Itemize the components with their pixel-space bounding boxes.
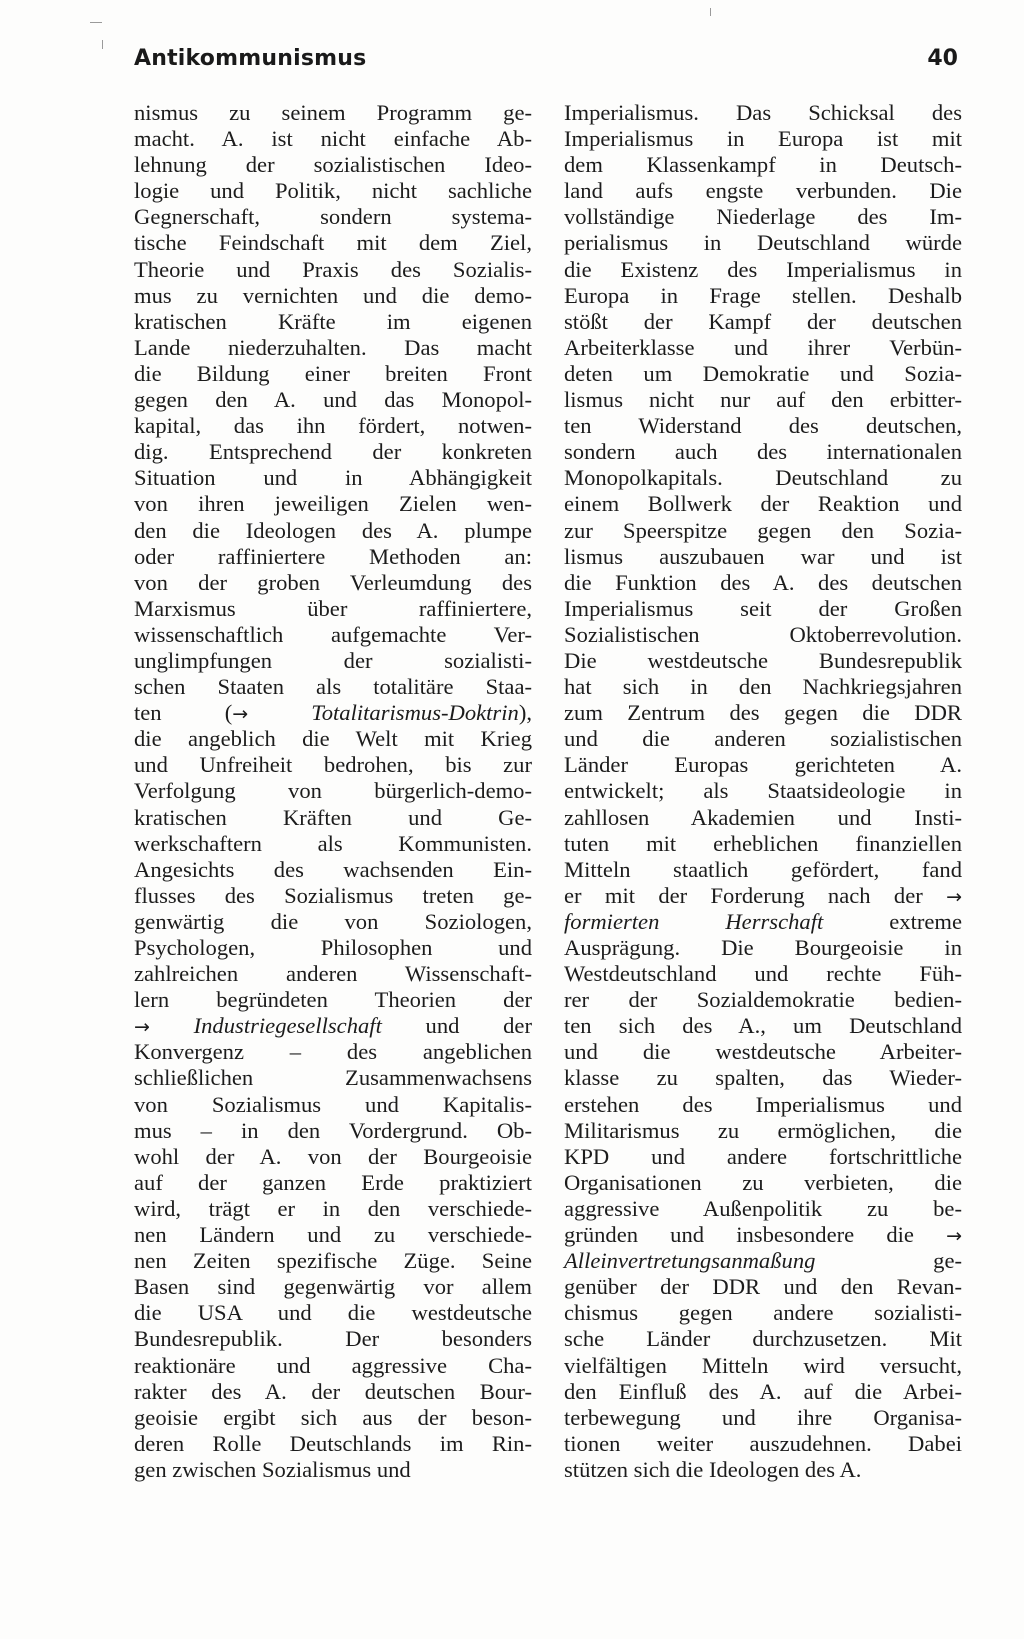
text-line: lismus auszubauen war und ist — [564, 543, 962, 569]
text-line: Imperialismus. Das Schicksal des — [564, 100, 962, 125]
text-line: genwärtig die von Soziologen, — [134, 908, 532, 934]
running-head-title: Antikommunismus — [134, 46, 367, 71]
text-line: Mitteln staatlich gefördert, fand — [564, 856, 962, 882]
cross-reference-term: Industriegesellschaft — [193, 1013, 382, 1039]
text-line: Gegnerschaft, sondern systema- — [134, 204, 532, 230]
text-line: zahllosen Akademien und Insti- — [564, 804, 962, 830]
text-line: unglimpfungen der sozialisti- — [134, 647, 532, 673]
text-line: erstehen des Imperialismus und — [564, 1091, 962, 1117]
text-column-left — [134, 100, 532, 1483]
text-line: genüber der DDR und den Revan- — [564, 1274, 962, 1300]
text-line: klasse zu spalten, das Wieder- — [564, 1065, 962, 1091]
text-line: schließlichen Zusammenwachsens — [134, 1065, 532, 1091]
text-line: perialismus in Deutschland würde — [564, 230, 962, 256]
text-line: ten sich des A., um Deutschland — [564, 1013, 962, 1039]
text-line: → Industriegesellschaft und der — [134, 1013, 532, 1039]
text-line: auf der ganzen Erde praktiziert — [134, 1169, 532, 1195]
text-line: tionen weiter auszudehnen. Dabei — [564, 1430, 962, 1456]
text-line: land aufs engste verbunden. Die — [564, 178, 962, 204]
text-line: Alleinvertretungsanmaßung ge- — [564, 1248, 962, 1274]
scan-speck — [90, 22, 102, 23]
scan-speck — [102, 40, 103, 49]
text-line: von ihren jeweiligen Zielen wen- — [134, 491, 532, 517]
cross-reference-arrow-icon: → — [232, 703, 249, 726]
text-line: von Sozialismus und Kapitalis- — [134, 1091, 532, 1117]
text-column-right — [564, 100, 962, 1483]
text-line: Bundesrepublik. Der besonders — [134, 1326, 532, 1352]
text-line: lern begründeten Theorien der — [134, 987, 532, 1013]
text-line: Situation und in Abhängigkeit — [134, 465, 532, 491]
cross-reference-arrow-icon: → — [134, 1016, 150, 1039]
text-line: den Einfluß des A. auf die Arbei- — [564, 1378, 962, 1404]
text-line: zum Zentrum des gegen die DDR — [564, 700, 962, 726]
text-line: gegen den A. und das Monopol- — [134, 387, 532, 413]
text-line: und Unfreiheit bedrohen, bis zur — [134, 752, 532, 778]
text-line: nen Ländern und zu verschiede- — [134, 1222, 532, 1248]
text-line: die angeblich die Welt mit Krieg — [134, 726, 532, 752]
cross-reference-arrow-icon: → — [946, 885, 962, 908]
text-line: schen Staaten als totalitäre Staa- — [134, 674, 532, 700]
text-line: die Funktion des A. des deutschen — [564, 569, 962, 595]
text-line: ten (→ Totalitarismus-Doktrin), — [134, 700, 532, 726]
text-line: Konvergenz – des angeblichen — [134, 1039, 532, 1065]
text-line: nismus zu seinem Programm ge- — [134, 100, 532, 125]
text-line: sondern auch des internationalen — [564, 439, 962, 465]
text-line: lehnung der sozialistischen Ideo- — [134, 152, 532, 178]
text-line: einem Bollwerk der Reaktion und — [564, 491, 962, 517]
text-line: Verfolgung von bürgerlich-demo- — [134, 778, 532, 804]
text-line: stößt der Kampf der deutschen — [564, 308, 962, 334]
text-line: den die Ideologen des A. plumpe — [134, 517, 532, 543]
text-line: zahlreichen anderen Wissenschaft- — [134, 961, 532, 987]
text-line: Marxismus über raffiniertere, — [134, 595, 532, 621]
text-line: dig. Entsprechend der konkreten — [134, 439, 532, 465]
text-line: stützen sich die Ideologen des A. — [564, 1456, 862, 1482]
text-line: terbewegung und ihre Organisa- — [564, 1404, 962, 1430]
text-line: Sozialistischen Oktoberrevolution. — [564, 621, 962, 647]
text-line: tuten mit erheblichen finanziellen — [564, 830, 962, 856]
text-line: nen Zeiten spezifische Züge. Seine — [134, 1248, 532, 1274]
text-line: deten um Demokratie und Sozia- — [564, 360, 962, 386]
text-line: KPD und andere fortschrittliche — [564, 1143, 962, 1169]
text-line: die Existenz des Imperialismus in — [564, 256, 962, 282]
text-line: formierten Herrschaft extreme — [564, 908, 962, 934]
text-line: vielfältigen Mitteln wird versucht, — [564, 1352, 962, 1378]
text-line: Angesichts des wachsenden Ein- — [134, 856, 532, 882]
text-line: und die anderen sozialistischen — [564, 726, 962, 752]
text-line: Organisationen zu verbieten, die — [564, 1169, 962, 1195]
text-line: Basen sind gegenwärtig vor allem — [134, 1274, 532, 1300]
text-line: werkschaftern als Kommunisten. — [134, 830, 532, 856]
text-line: logie und Politik, nicht sachliche — [134, 178, 532, 204]
text-line: geoisie ergibt sich aus der beson- — [134, 1404, 532, 1430]
scan-speck — [710, 8, 711, 16]
cross-reference-term: Alleinvertretungsanmaßung — [564, 1248, 816, 1274]
text-line: flusses des Sozialismus treten ge- — [134, 882, 532, 908]
text-line: ten Widerstand des deutschen, — [564, 413, 962, 439]
text-line: wissenschaftlich aufgemachte Ver- — [134, 621, 532, 647]
text-line: wohl der A. von der Bourgeoisie — [134, 1143, 532, 1169]
text-line: macht. A. ist nicht einfache Ab- — [134, 126, 532, 152]
text-line: wird, trägt er in den verschiede- — [134, 1195, 532, 1221]
text-line: gründen und insbesondere die → — [564, 1222, 962, 1248]
text-line: Europa in Frage stellen. Deshalb — [564, 282, 962, 308]
text-line: Militarismus zu ermöglichen, die — [564, 1117, 962, 1143]
text-line: er mit der Forderung nach der → — [564, 882, 962, 908]
text-line: Lande niederzuhalten. Das macht — [134, 334, 532, 360]
text-line: Die westdeutsche Bundesrepublik — [564, 647, 962, 673]
text-line: Länder Europas gerichteten A. — [564, 752, 962, 778]
text-line: Imperialismus seit der Großen — [564, 595, 962, 621]
text-line: lismus nicht nur auf den erbitter- — [564, 387, 962, 413]
text-line: Ausprägung. Die Bourgeoisie in — [564, 935, 962, 960]
text-line: dem Klassenkampf in Deutsch- — [564, 152, 962, 178]
text-line: deren Rolle Deutschlands im Rin- — [134, 1430, 532, 1456]
text-line: die Bildung einer breiten Front — [134, 360, 532, 386]
text-line: oder raffiniertere Methoden an: — [134, 543, 532, 569]
text-line: tische Feindschaft mit dem Ziel, — [134, 230, 532, 256]
text-line: gen zwischen Sozialismus und — [134, 1456, 411, 1482]
cross-reference-arrow-icon: → — [946, 1225, 962, 1248]
text-line: von der groben Verleumdung des — [134, 569, 532, 595]
text-line: Monopolkapitals. Deutschland zu — [564, 465, 962, 491]
text-line: kapital, das ihn fördert, notwen- — [134, 413, 532, 439]
text-line: reaktionäre und aggressive Cha- — [134, 1352, 532, 1378]
text-line: entwickelt; als Staatsideologie in — [564, 778, 962, 804]
text-line: Imperialismus in Europa ist mit — [564, 126, 962, 152]
text-line: aggressive Außenpolitik zu be- — [564, 1195, 962, 1221]
text-line: rakter des A. der deutschen Bour- — [134, 1378, 532, 1404]
text-line: zur Speerspitze gegen den Sozia- — [564, 517, 962, 543]
cross-reference-term: formierten Herrschaft — [564, 908, 824, 934]
text-line: kratischen Kräfte im eigenen — [134, 308, 532, 334]
text-line: Psychologen, Philosophen und — [134, 935, 532, 960]
text-line: vollständige Niederlage des Im- — [564, 204, 962, 230]
text-line: Theorie und Praxis des Sozialis- — [134, 256, 532, 282]
text-line: sche Länder durchzusetzen. Mit — [564, 1326, 962, 1352]
text-line: und die westdeutsche Arbeiter- — [564, 1039, 962, 1065]
page-number: 40 — [927, 46, 958, 71]
text-line: rer der Sozialdemokratie bedien- — [564, 987, 962, 1013]
text-line: mus – in den Vordergrund. Ob- — [134, 1117, 532, 1143]
text-line: hat sich in den Nachkriegsjahren — [564, 674, 962, 700]
text-line: mus zu vernichten und die demo- — [134, 282, 532, 308]
text-line: kratischen Kräften und Ge- — [134, 804, 532, 830]
text-line: chismus gegen andere sozialisti- — [564, 1300, 962, 1326]
cross-reference-term: Totalitarismus-Doktrin — [311, 700, 519, 726]
text-line: Westdeutschland und rechte Füh- — [564, 961, 962, 987]
text-line: die USA und die westdeutsche — [134, 1300, 532, 1326]
text-line: Arbeiterklasse und ihrer Verbün- — [564, 334, 962, 360]
